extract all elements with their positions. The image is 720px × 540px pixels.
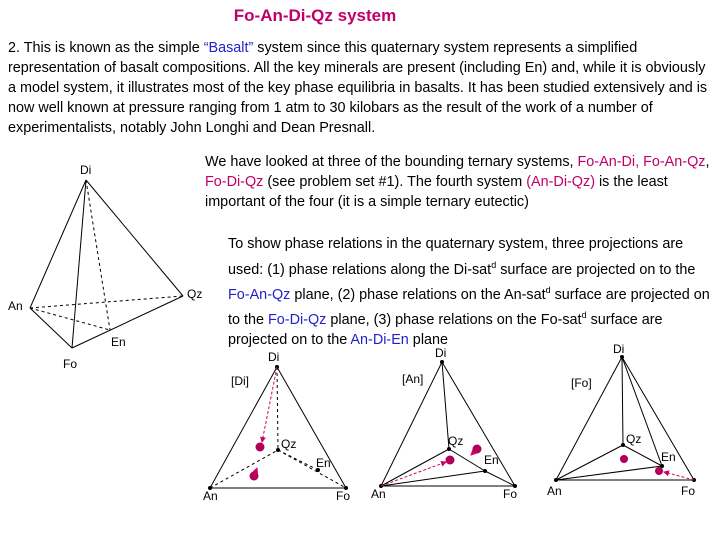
projection-point xyxy=(655,467,663,475)
tetra-label-qz: Qz xyxy=(187,287,203,301)
proj1-label-en: En xyxy=(316,456,331,470)
projection-point xyxy=(620,455,628,463)
tetra-label-di: Di xyxy=(80,163,92,177)
proj2-label-fo: Fo xyxy=(503,487,518,501)
paragraph-projections: To show phase relations in the quaternary system, three projections are used: (1) phase relations along the Di-sat$^d$ surface are projected on to the Fo-An-Qz plane, (2) phase relations on the An-sat$^d$ surface are projected on to the Fo-Di-Qz plane, (3) phase relations on the Fo-sat$^d$ surface are projected on to the An-Di-En plane xyxy=(228,236,710,349)
projection-tag-an: [An] xyxy=(402,372,424,386)
proj3-label-fo: Fo xyxy=(681,484,696,498)
proj1-label-qz: Qz xyxy=(281,437,297,451)
projection-di xyxy=(208,365,348,490)
tetra-label-en: En xyxy=(111,335,126,349)
proj2-label-di: Di xyxy=(435,346,447,360)
projection-tag-fo: [Fo] xyxy=(571,376,592,390)
proj3-label-qz: Qz xyxy=(626,432,642,446)
paragraph-ternary: We have looked at three of the bounding ternary systems, Fo-An-Di, Fo-An-Qz, Fo-Di-Qz (see problem set #1). The fourth system (An-Di-Qz) is the least important of the four (it is a simple ternary eutectic) xyxy=(205,154,710,210)
tetrahedron-diagram xyxy=(30,180,183,348)
proj3-label-en: En xyxy=(661,450,676,464)
projection-point xyxy=(256,443,265,452)
tetra-label-an: An xyxy=(8,299,23,313)
projection-tag-di: [Di] xyxy=(231,374,249,388)
projection-an xyxy=(379,360,517,488)
projection-point xyxy=(446,456,455,465)
proj1-label-an: An xyxy=(203,489,218,503)
proj1-label-di: Di xyxy=(268,350,280,364)
proj1-label-fo: Fo xyxy=(336,489,351,503)
tetra-label-fo: Fo xyxy=(63,357,78,371)
proj2-label-an: An xyxy=(371,487,386,501)
page-title: Fo-An-Di-Qz system xyxy=(233,6,397,25)
proj3-label-an: An xyxy=(547,484,562,498)
proj2-label-en: En xyxy=(484,453,499,467)
proj3-label-di: Di xyxy=(613,342,625,356)
basalt-term: “Basalt” xyxy=(203,40,254,56)
proj2-label-qz: Qz xyxy=(448,434,464,448)
paragraph-intro: 2. This is known as the simple “Basalt” system since this quaternary system represents a simplified representation of basalt compositions. All the key minerals are present (including En) and, while it is obviously a model system, it illustrates most of the key phase equilibria in basalts. It has been studied extensively and is now well known at pressure ranging from 1 atm to 30 kilobars as the result of the work of a number of experimentalists, notably John Longhi and Dean Presnall. xyxy=(8,40,708,136)
